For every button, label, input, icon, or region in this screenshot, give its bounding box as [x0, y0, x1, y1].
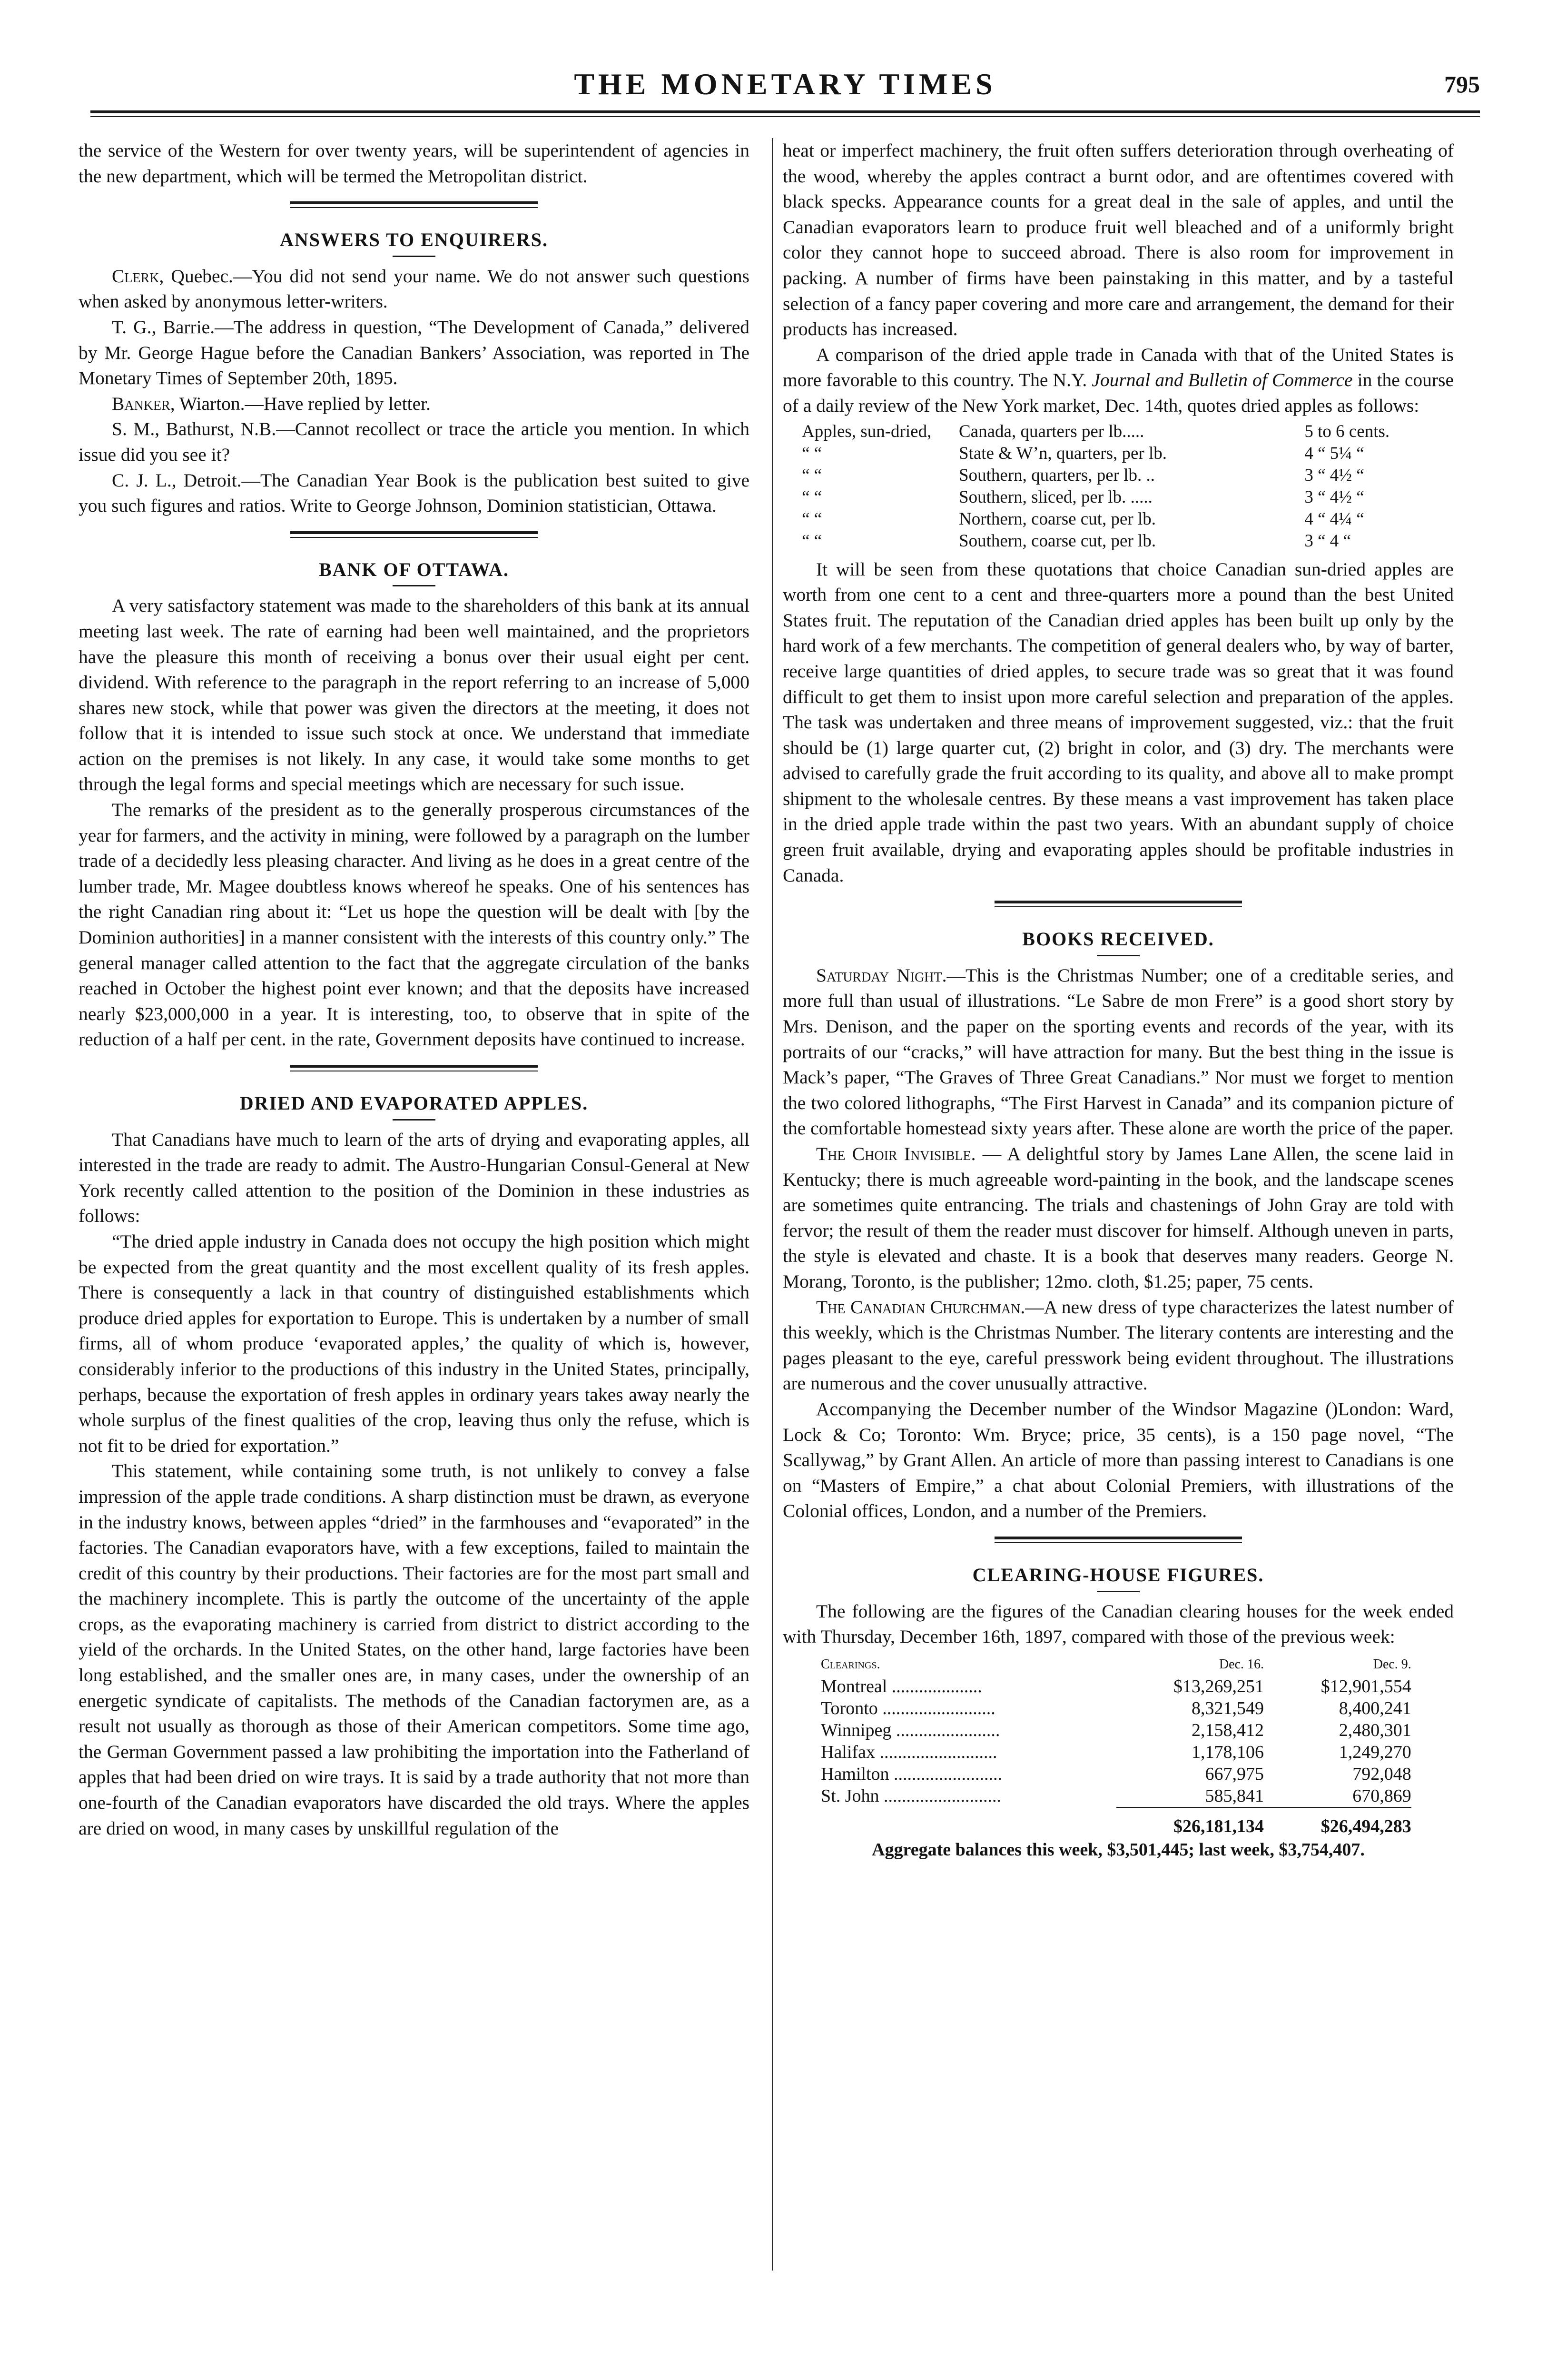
short-rule	[393, 585, 435, 586]
clearing-cell-city: Toronto .........................	[821, 1698, 995, 1718]
clearing-intro: The following are the figures of the Canadian clearing houses for the week ended with Thursday, December 16th, 1897, compared with those of the previous week:	[783, 1600, 1454, 1647]
comparison-text: A comparison of the dried apple trade in Canada with that of the United States is more favorable to this country. The N.Y.	[783, 344, 1454, 391]
page-number: 795	[1444, 71, 1480, 98]
price-cell-c: 3 “ 4 “	[1304, 531, 1351, 551]
book-entry	[783, 1295, 1454, 1397]
price-cell-a: “ “	[802, 509, 822, 529]
price-row	[802, 421, 1446, 443]
quotations-paragraph: It will be seen from these quotations that choice Canadian sun-dried apples are worth from one cent to a cent and three-quarters more a pound than the best United States fruit. The reputation of the Canadian dried apples has been built up only by the hard work of a few merchants. The competition of general dealers who, by way of barter, receive large quantities of dried apples, to secure trade was so great that it was found difficult to get them to insist upon more careful selection and preparation of the apples. The task was undertaken and three means of improvement suggested, viz.: that the fruit should be (1) large quarter cut, (2) bright in color, and (3) dry. The merchants were advised to carefully grade the fruit according to its quality, and above all to make prompt shipment to the wholesale centres. By these means a vast improvement has taken place in the dried apple trade within the past two years. With an abundant supply of choice green fruit available, drying and evaporating apples should be profitable industries in Canada.	[783, 558, 1454, 886]
clearing-cell-a: 8,321,549	[1192, 1698, 1264, 1718]
book-entry	[783, 1141, 1454, 1295]
ottawa-heading: BANK OF OTTAWA.	[318, 558, 510, 580]
clearing-total-a: $26,181,134	[1116, 1807, 1264, 1837]
enquirer-item	[79, 468, 749, 519]
apples-continued: heat or imperfect machinery, the fruit often suffers deterioration through overheating of the wood, whereby the apples contract a burnt odor, and are oftentimes covered with black specks. Appearance counts for a great deal in the sale of apples, and until the Canadian evaporators learn to produce fruit well bleached and of a uniformly bright color they cannot hope to succeed abroad. There is also room for improvement in packing. A number of firms have been painstaking in this matter, and by a tasteful selection of a fancy paper covering and more care and arrangement, the demand for their products has increased.	[783, 140, 1454, 340]
ottawa-paragraph-1: A very satisfactory statement was made to the shareholders of this bank at its annual meeting last week. The rate of earning had been well maintained, and the proprietors have the pleasure this month of receiving a bonus over their usual eight per cent. dividend. With reference to the paragraph in the report referring to an increase of 5,000 shares new stock, while that power was given the directors at the meeting, it does not follow that it is intended to issue such stock at once. We understand that immediate action on the premises is not likely. In any case, it would take some months to get through the legal forms and special meetings which are necessary for such issue.	[79, 595, 749, 795]
apples-paragraph-2: “The dried apple industry in Canada does not occupy the high position which might be expected from the great quantity and the most excellent quality of its fresh apples. There is consequently a lack in that country of distinguished establishments which produce dried apples for exportation to Europe. This is undertaken by a number of small firms, all of whom produce ‘evaporated apples,’ the quality of which is, however, considerably inferior to the productions of this industry in the United States, principally, perhaps, because the exportation of fresh apples in ordinary years takes away nearly the whole surplus of the finest qualities of the crop, leaving thus only the refuse, which is not fit to be dried for exportation.”	[79, 1230, 749, 1456]
clearing-cell-city: Winnipeg .......................	[821, 1720, 1000, 1740]
price-cell-a: “ “	[802, 487, 822, 507]
right-column	[783, 138, 1454, 1863]
enquirer-name: S. M.	[112, 418, 155, 440]
enquirer-name: Banker	[112, 393, 170, 414]
section-rule	[995, 1537, 1242, 1548]
clearing-cell-b: 670,869	[1352, 1785, 1411, 1806]
section-rule	[290, 531, 538, 543]
price-cell-b: Southern, coarse cut, per lb.	[959, 531, 1156, 551]
clearing-cell-b: 2,480,301	[1339, 1720, 1411, 1740]
price-row	[802, 508, 1446, 530]
clearing-col-a: Dec. 16.	[1219, 1656, 1264, 1672]
section-rule	[290, 1065, 538, 1076]
books-heading: BOOKS RECEIVED.	[1022, 928, 1214, 950]
enquirer-item	[79, 391, 749, 417]
enquirer-text: , Bathurst, N.B.—Cannot recollect or trace the article you mention. In which issue did you see it?	[79, 418, 750, 465]
clearing-row	[821, 1676, 1411, 1697]
book-entry	[783, 963, 1454, 1141]
clearing-total-b: $26,494,283	[1264, 1807, 1411, 1837]
book-text: . — A delightful story by James Lane Allen, the scene laid in Kentucky; there is much agreeable word-painting in the book, and the landscape scenes are sometimes quite entrancing. The trials and chastenings of John Gray are told with fervor; the result of them the reader must discover for himself. Although uneven in parts, the style is elevated and chaste. It is a book that deserves many readers. George N. Morang, Toronto, is the publisher; 12mo. cloth, $1.25; paper, 75 cents.	[783, 1143, 1454, 1292]
enquirer-name: C. J. L.	[112, 469, 172, 491]
clearing-cell-a: 585,841	[1205, 1785, 1264, 1806]
price-row	[802, 530, 1446, 552]
enquirer-text: , Quebec.—You did not send your name. We do not answer such questions when asked by anonymous letter-writers.	[79, 265, 749, 312]
price-row	[802, 465, 1446, 486]
journal-title: Journal and Bulletin of Commerce	[1092, 369, 1353, 391]
clearing-cell-city: St. John ..........................	[821, 1786, 1001, 1806]
price-cell-c: 5 to 6 cents.	[1304, 421, 1390, 441]
clearing-cell-a: $13,269,251	[1173, 1676, 1264, 1696]
book-entry: Accompanying the December number of the Windsor Magazine ()London: Ward, Lock & Co; Toronto: Wm. Bryce; price, 35 cents), is a 150 page novel, “The Scallywag,” by Grant Allen. An article of more than passing interest to Canadians is one on “Masters of Empire,” a chat about Colonial Premiers, with illustrations of the Colonial offices, London, and a number of the Premiers.	[783, 1398, 1454, 1522]
book-title: The Canadian Churchman	[816, 1296, 1021, 1318]
price-cell-a: “ “	[802, 443, 822, 463]
clearing-col-label: Clearings.	[821, 1656, 880, 1672]
section-rule	[995, 901, 1242, 912]
enquirers-heading: ANSWERS TO ENQUIRERS.	[279, 229, 548, 251]
clearing-col-b: Dec. 9.	[1373, 1656, 1411, 1672]
masthead-rule-thin	[90, 116, 1480, 117]
price-cell-c: 3 “ 4½ “	[1304, 465, 1364, 485]
price-cell-c: 4 “ 4¼ “	[1304, 509, 1364, 529]
apples-paragraph-3: This statement, while containing some truth, is not unlikely to convey a false impression of the apple trade conditions. A sharp distinction must be drawn, as everyone in the industry knows, between apples “dried” in the farmhouses and “evaporated” in the factories. The Canadian evaporators have, with a few exceptions, failed to maintain the credit of this country by their productions. Their factories are for the most part small and the machinery incomplete. This is partly the outcome of the uncertainty of the apple crops, as the evaporating machinery is carried from district to district according to the yield of the orchards. In the United States, on the other hand, large factories have been long established, and the smaller ones are, in many cases, under the ownership of an energetic syndicate of capitalists. The methods of the Canadian factorymen are, as a result not usually as thorough as those of their American competitors. Some time ago, the German Government passed a law prohibiting the importation into the Fatherland of apples that had been dried on wire trays. It is said by a trade authority that not more than one-fourth of the Canadian evaporators have discarded the old trays. Where the apples are dried on wood, in many cases by unskillful regulation of the	[79, 1460, 749, 1839]
enquirer-name: Clerk	[112, 265, 159, 287]
price-cell-b: Canada, quarters per lb.....	[959, 421, 1144, 441]
price-row	[802, 486, 1446, 508]
clearing-cell-b: 792,048	[1352, 1764, 1411, 1784]
clearing-cell-b: 8,400,241	[1339, 1698, 1411, 1718]
clearing-table	[821, 1654, 1411, 1837]
clearing-cell-a: 2,158,412	[1192, 1720, 1264, 1740]
enquirer-text: , Wiarton.—Have replied by letter.	[170, 393, 431, 414]
price-cell-a: “ “	[802, 531, 822, 551]
clearing-row	[821, 1763, 1411, 1785]
clearing-cell-a: 667,975	[1205, 1764, 1264, 1784]
clearing-cell-b: $12,901,554	[1320, 1676, 1411, 1696]
short-rule	[393, 1119, 435, 1121]
short-rule	[1097, 1591, 1140, 1592]
price-row	[802, 443, 1446, 465]
price-cell-b: Southern, sliced, per lb. .....	[959, 487, 1153, 507]
price-cell-c: 3 “ 4½ “	[1304, 487, 1364, 507]
book-text: .—This is the Christmas Number; one of a creditable series, and more full than usual of illustrations. “Le Sabre de mon Frere” is a good short story by Mrs. Denison, and the paper on the sporting events and records of the year, with its portraits of our “cracks,” will have attraction for many. But the best thing in the issue is Mack’s paper, “The Graves of Three Great Canadians.” Nor must we forget to mention the two colored lithographs, “The First Harvest in Canada” and its companion picture of the comfortable homestead sixty years after. These alone are worth the price of the paper.	[783, 964, 1454, 1139]
comparison-paragraph	[783, 342, 1454, 419]
clearing-heading: CLEARING-HOUSE FIGURES.	[972, 1564, 1264, 1586]
price-cell-b: State & W’n, quarters, per lb.	[959, 443, 1167, 463]
clearing-cell-a: 1,178,106	[1192, 1742, 1264, 1762]
clearing-row	[821, 1719, 1411, 1741]
book-title: Saturday Night	[816, 964, 942, 986]
left-column	[79, 138, 749, 1841]
enquirer-name: T. G.	[112, 316, 152, 337]
price-cell-c: 4 “ 5¼ “	[1304, 443, 1364, 463]
clearing-row	[821, 1697, 1411, 1719]
book-text: .—A new dress of type characterizes the latest number of this weekly, which is the Christmas Number. The literary contents are interesting and the pages pleasant to the eye, careful presswork being evident throughout. The illustrations are numerous and the cover unusually attractive.	[783, 1296, 1454, 1394]
price-cell-b: Northern, coarse cut, per lb.	[959, 509, 1156, 529]
enquirer-text: , Barrie.—The address in question, “The Development of Canada,” delivered by Mr. George Hague before the Canadian Bankers’ Association, was reported in The Monetary Times of September 20th, 1895.	[79, 316, 749, 389]
clearing-cell-city: Halifax ..........................	[821, 1742, 997, 1762]
clearing-cell-city: Hamilton ........................	[821, 1764, 1003, 1784]
column-divider	[772, 138, 773, 2271]
enquirer-item	[79, 315, 749, 391]
intro-paragraph: the service of the Western for over twenty years, will be superintendent of agencies in the new department, which will be termed the Metropolitan district.	[79, 140, 749, 187]
enquirer-item	[79, 264, 749, 315]
apples-heading: DRIED AND EVAPORATED APPLES.	[239, 1092, 589, 1114]
section-rule	[290, 201, 538, 213]
price-cell-a: “ “	[802, 465, 822, 485]
book-title: The Choir Invisible	[816, 1143, 971, 1164]
price-table	[802, 421, 1446, 552]
price-cell-b: Southern, quarters, per lb. ..	[959, 465, 1155, 485]
clearing-cell-b: 1,249,270	[1339, 1742, 1411, 1762]
clearing-cell-city: Montreal ....................	[821, 1676, 982, 1696]
clearing-row	[821, 1785, 1411, 1807]
short-rule	[1097, 955, 1140, 956]
apples-paragraph-1: That Canadians have much to learn of the arts of drying and evaporating apples, all interested in the trade are ready to admit. The Austro-Hungarian Consul-General at New York recently called attention to the position of the Dominion in these industries as follows:	[79, 1129, 749, 1227]
masthead-title: THE MONETARY TIMES	[574, 67, 996, 101]
masthead	[90, 67, 1480, 105]
masthead-rule	[90, 110, 1480, 113]
clearing-row	[821, 1741, 1411, 1763]
aggregate-balances: Aggregate balances this week, $3,501,445; last week, $3,754,407.	[872, 1839, 1365, 1860]
comparison-text: in the course of a daily review of the New York market, Dec. 14th, quotes dried apples as follows:	[783, 369, 1454, 416]
enquirer-item	[79, 416, 749, 467]
enquirer-text: , Detroit.—The Canadian Year Book is the publication best suited to give you such figures and ratios. Write to George Johnson, Dominion statistician, Ottawa.	[79, 469, 749, 516]
ottawa-paragraph-2: The remarks of the president as to the generally prosperous circumstances of the year for farmers, and the activity in mining, were followed by a paragraph on the lumber trade of a decidedly less pleasing character. And living as he does in a great centre of the lumber trade, Mr. Magee doubtless knows whereof he speaks. One of his sentences has the right Canadian ring about it: “Let us hope the question will be dealt with [by the Dominion authorities] in a manner consistent with the interests of this country only.” The general manager called attention to the fact that the aggregate circulation of the banks reached in October the highest point ever known; and that the deposits have increased nearly $23,000,000 in a year. It is interesting, too, to observe that in spite of the reduction of a half per cent. in the rate, Government deposits have continued to increase.	[79, 799, 749, 1050]
price-cell-a: Apples, sun-dried,	[802, 421, 932, 441]
short-rule	[393, 256, 435, 257]
